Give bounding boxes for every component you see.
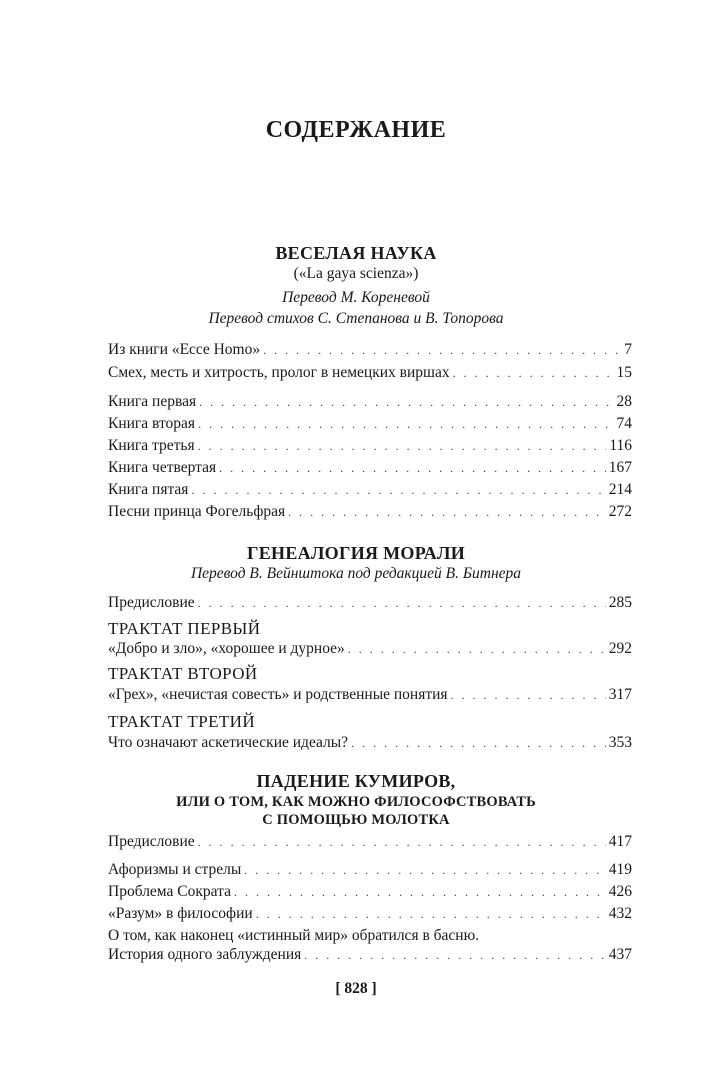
toc-entry-page: 432 xyxy=(608,905,632,922)
toc-entry[interactable] xyxy=(108,734,632,752)
toc-entry-page: 437 xyxy=(608,946,632,963)
toc-entry-title: Предисловие xyxy=(108,833,195,850)
toc-entry-title: Книга вторая xyxy=(108,415,196,432)
toc-entry-title: Книга пятая xyxy=(108,481,189,498)
toc-entry-page: 214 xyxy=(608,481,632,498)
dot-leader xyxy=(219,461,606,476)
toc-entry[interactable] xyxy=(108,905,632,923)
toc-entry-page: 419 xyxy=(608,861,632,878)
dot-leader xyxy=(191,483,605,498)
dot-leader xyxy=(244,863,606,878)
treatise-heading: ТРАКТАТ ТРЕТИЙ xyxy=(108,712,255,731)
dot-leader xyxy=(199,395,613,410)
toc-entry[interactable] xyxy=(108,415,632,433)
toc-entry-title: Предисловие xyxy=(108,594,195,611)
dot-leader xyxy=(304,948,605,963)
toc-entry-title: Смех, месть и хитрость, пролог в немецких виршах xyxy=(108,364,450,381)
toc-entry-page: 417 xyxy=(608,833,632,850)
treatise-heading: ТРАКТАТ ПЕРВЫЙ xyxy=(108,619,261,638)
toc-entry[interactable] xyxy=(108,833,632,851)
dot-leader xyxy=(256,907,606,922)
toc-entry-page: 426 xyxy=(608,883,632,900)
toc-entry-page: 74 xyxy=(616,415,632,432)
dot-leader xyxy=(198,417,613,432)
toc-entry[interactable] xyxy=(108,341,632,359)
toc-entry-title: «Добро и зло», «хорошее и дурное» xyxy=(108,640,345,657)
toc-entry-page: 317 xyxy=(608,686,632,703)
toc-entry-page: 272 xyxy=(608,503,632,520)
toc-entry[interactable] xyxy=(108,883,632,901)
dot-leader xyxy=(351,736,606,751)
dot-leader xyxy=(263,343,621,358)
toc-entry-title-line[interactable]: О том, как наконец «истинный мир» обратился в басню. xyxy=(108,927,480,944)
toc-entry-title: Книга четвертая xyxy=(108,459,217,476)
page-title: СОДЕРЖАНИЕ xyxy=(265,117,447,143)
section-title-genealogy: ГЕНЕАЛОГИЯ МОРАЛИ xyxy=(246,543,466,563)
dot-leader xyxy=(453,366,614,381)
dot-leader xyxy=(198,596,606,611)
toc-entry-page: 353 xyxy=(608,734,632,751)
toc-entry[interactable] xyxy=(108,437,632,455)
toc-entry-title: История одного заблуждения xyxy=(108,946,302,963)
toc-entry[interactable] xyxy=(108,594,632,612)
section-title-line: С ПОМОЩЬЮ МОЛОТКА xyxy=(262,812,450,828)
dot-leader xyxy=(451,688,606,703)
translator-line: Перевод М. Кореневой xyxy=(282,289,430,306)
section-subtitle: («La gaya scienza») xyxy=(293,265,419,282)
toc-entry-title: Песни принца Фогельфрая xyxy=(108,503,286,520)
toc-entry[interactable] xyxy=(108,481,632,499)
toc-entry-page: 167 xyxy=(608,459,632,476)
toc-entry-title: Проблема Сократа xyxy=(108,883,231,900)
toc-entry[interactable] xyxy=(108,364,632,382)
toc-entry[interactable] xyxy=(108,861,632,879)
toc-entry-page: 116 xyxy=(609,437,632,454)
treatise-heading: ТРАКТАТ ВТОРОЙ xyxy=(108,664,258,683)
toc-entry[interactable] xyxy=(108,503,632,521)
page-number: [ 828 ] xyxy=(335,980,377,997)
dot-leader xyxy=(198,439,607,454)
toc-entry[interactable] xyxy=(108,459,632,477)
translator-line: Перевод стихов С. Степанова и В. Топорова xyxy=(208,310,504,327)
section-title-twilight: ПАДЕНИЕ КУМИРОВ, xyxy=(256,771,456,791)
toc-entry-title: Книга третья xyxy=(108,437,195,454)
dot-leader xyxy=(234,885,606,900)
section-title-line: ИЛИ О ТОМ, КАК МОЖНО ФИЛОСОФСТВОВАТЬ xyxy=(176,794,536,810)
toc-entry[interactable] xyxy=(108,686,632,704)
toc-entry-title: «Грех», «нечистая совесть» и родственные понятия xyxy=(108,686,448,703)
dot-leader xyxy=(348,642,606,657)
toc-entry[interactable] xyxy=(108,393,632,411)
toc-entry-page: 292 xyxy=(608,640,632,657)
toc-entry-title: «Разум» в философии xyxy=(108,905,253,922)
toc-entry-page: 285 xyxy=(608,594,632,611)
toc-entry[interactable] xyxy=(108,946,632,964)
toc-entry-page: 28 xyxy=(616,393,632,410)
toc-entry-page: 15 xyxy=(616,364,632,381)
toc-entry-title: Книга первая xyxy=(108,393,197,410)
section-title-gay-science: ВЕСЕЛАЯ НАУКА xyxy=(275,243,437,263)
dot-leader xyxy=(198,835,606,850)
toc-entry-title: Из книги «Ecce Homo» xyxy=(108,341,261,358)
toc-entry-title: Афоризмы и стрелы xyxy=(108,861,242,878)
toc-entry[interactable] xyxy=(108,640,632,658)
toc-entry-title: Что означают аскетические идеалы? xyxy=(108,734,349,751)
dot-leader xyxy=(288,505,606,520)
toc-entry-page: 7 xyxy=(624,341,632,358)
translator-line: Перевод В. Вейнштока под редакцией В. Битнера xyxy=(190,565,522,582)
